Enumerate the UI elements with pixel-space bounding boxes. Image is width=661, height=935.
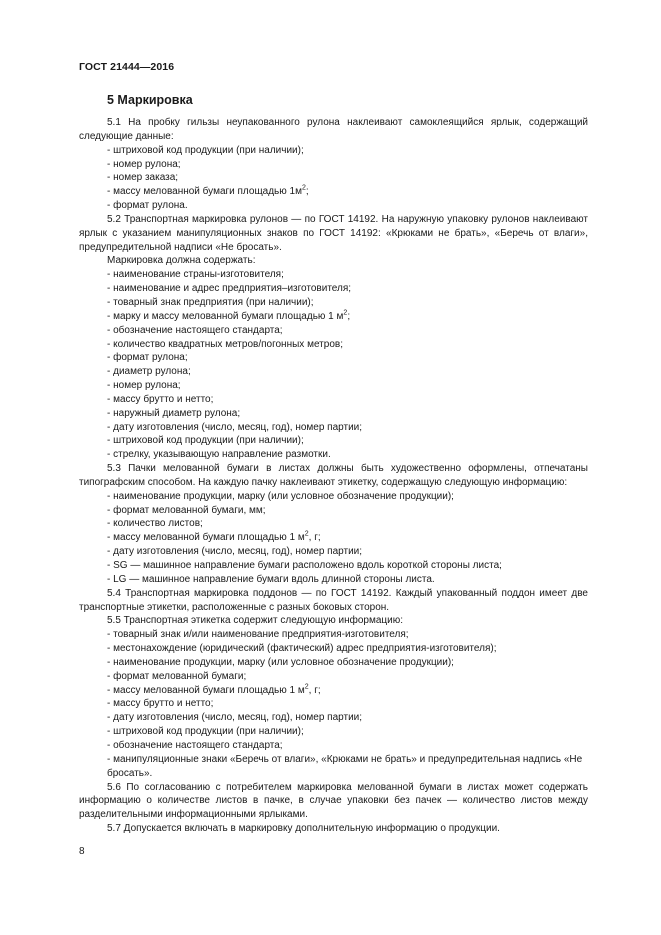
list-item <box>79 268 588 282</box>
block-text: 5.1 На пробку гильзы неупакованного рулона наклеивают самоклеящийся ярлык, содержащий следующие данные: <box>79 117 588 142</box>
block-text: 5.7 Допускается включать в маркировку дополнительную информацию о продукции. <box>107 823 500 835</box>
list-item <box>79 697 588 711</box>
list-item <box>79 351 588 365</box>
block-text: количество листов; <box>113 518 203 530</box>
block-text: номер заказа; <box>113 172 179 184</box>
paragraph <box>79 213 588 255</box>
list-item <box>79 670 588 684</box>
block-text: местонахождение (юридический (фактический) адрес предприятия-изготовителя); <box>113 643 497 655</box>
paragraph <box>79 587 588 615</box>
list-item <box>79 144 588 158</box>
paragraph <box>79 614 588 628</box>
block-text: формат мелованной бумаги, мм; <box>113 504 266 516</box>
list-item <box>79 490 588 504</box>
section-title: 5 Маркировка <box>107 93 193 107</box>
block-text-suffix: ; <box>347 310 351 322</box>
list-item <box>79 504 588 518</box>
block-text: массу брутто и нетто; <box>113 698 214 710</box>
list-item <box>79 185 588 199</box>
block-text: штриховой код продукции (при наличии); <box>113 144 304 156</box>
list-item <box>79 573 588 587</box>
block-text: дату изготовления (число, месяц, год), номер партии; <box>113 712 363 724</box>
block-text: 5.3 Пачки мелованной бумаги в листах должны быть художественно оформлены, отпечатаны типографским способом. На каждую пачку наклеивают этикетку, содержащую следующую информацию: <box>79 463 588 488</box>
list-item <box>79 158 588 172</box>
page-number: 8 <box>79 846 85 857</box>
block-text: SG — машинное направление бумаги расположено вдоль короткой стороны листа; <box>113 560 502 571</box>
superscript: 2 <box>304 530 309 538</box>
list-item <box>79 517 588 531</box>
block-text: диаметр рулона; <box>113 366 191 378</box>
list-item <box>79 421 588 435</box>
block-text: количество квадратных метров/погонных метров; <box>113 338 343 350</box>
block-text: формат рулона; <box>113 352 188 364</box>
block-text: обозначение настоящего стандарта; <box>113 739 283 751</box>
list-item <box>79 531 588 545</box>
block-text: формат мелованной бумаги; <box>113 670 247 682</box>
list-item <box>79 711 588 725</box>
superscript: 2 <box>343 309 348 317</box>
list-item <box>79 393 588 407</box>
block-text: стрелку, указывающую направление размотки. <box>113 449 331 461</box>
block-text: наименование продукции, марку (или условное обозначение продукции); <box>113 656 454 668</box>
list-item <box>79 310 588 324</box>
block-text: обозначение настоящего стандарта; <box>113 324 283 336</box>
document-header: ГОСТ 21444—2016 <box>79 61 175 73</box>
block-text: массу мелованной бумаги площадью 1 м <box>113 532 305 544</box>
list-item <box>79 296 588 310</box>
block-text: марку и массу мелованной бумаги площадью 1 м <box>113 310 344 322</box>
block-text: наружный диаметр рулона; <box>113 407 241 419</box>
paragraph <box>79 462 588 490</box>
list-item <box>79 753 588 781</box>
block-text: наименование страны-изготовителя; <box>113 269 284 281</box>
block-text: товарный знак предприятия (при наличии); <box>113 296 314 308</box>
block-text: LG — машинное направление бумаги вдоль длинной стороны листа. <box>113 573 435 585</box>
block-text: штриховой код продукции (при наличии); <box>113 726 304 738</box>
paragraph <box>79 116 588 144</box>
block-text: наименование продукции, марку (или условное обозначение продукции); <box>113 490 454 502</box>
block-text: дату изготовления (число, месяц, год), номер партии; <box>113 421 363 433</box>
block-text: номер рулона; <box>113 158 181 170</box>
list-item <box>79 379 588 393</box>
block-text: Маркировка должна содержать: <box>107 255 256 267</box>
block-text-suffix: , г; <box>308 532 321 544</box>
list-item <box>79 559 588 573</box>
list-item <box>79 338 588 352</box>
block-text: 5.4 Транспортная маркировка поддонов — по ГОСТ 14192. Каждый упакованный поддон имеет две транспортные этикетки, расположенные с разных боковых сторон. <box>79 587 588 613</box>
paragraph <box>79 254 588 268</box>
block-text: массу брутто и нетто; <box>113 393 214 405</box>
list-item <box>79 656 588 670</box>
block-text: 5.6 По согласованию с потребителем маркировка мелованной бумаги в листах может содержать информацию о количестве листов в пачке, в случае упаковки без пачек — количество листов между разделительными информационными ярлыками. <box>79 781 588 821</box>
list-item <box>79 324 588 338</box>
block-text: наименование и адрес предприятия–изготовителя; <box>113 283 352 295</box>
block-text: формат рулона. <box>113 200 188 212</box>
paragraph <box>79 822 588 836</box>
block-text: товарный знак и/или наименование предприятия-изготовителя; <box>113 629 409 641</box>
list-item <box>79 725 588 739</box>
superscript: 2 <box>302 184 306 192</box>
block-text: массу мелованной бумаги площадью 1 м <box>113 684 305 696</box>
block-text: манипуляционные знаки «Беречь от влаги», «Крюками не брать» и предупредительная надпись «Не бросать». <box>107 753 583 779</box>
list-item <box>79 545 588 559</box>
list-item <box>79 684 588 698</box>
list-item <box>79 199 588 213</box>
block-text: 5.5 Транспортная этикетка содержит следующую информацию: <box>107 615 403 627</box>
list-item <box>79 448 588 462</box>
list-item <box>79 434 588 448</box>
list-item <box>79 739 588 753</box>
list-item <box>79 407 588 421</box>
section-body <box>79 116 588 836</box>
paragraph <box>79 781 588 823</box>
list-item <box>79 365 588 379</box>
list-item <box>79 171 588 185</box>
block-text: номер рулона; <box>113 380 181 392</box>
block-text: дату изготовления (число, месяц, год), номер партии; <box>113 546 363 558</box>
list-item <box>79 642 588 656</box>
block-text: массу мелованной бумаги площадью 1м <box>113 186 302 198</box>
block-text: 5.2 Транспортная маркировка рулонов — по ГОСТ 14192. На наружную упаковку рулонов наклеивают ярлык с указанием манипуляционных знаков по ГОСТ 14192: «Крюками не брать», «Беречь от влаги», предупредительной надписи «Не бросать». <box>79 213 588 253</box>
list-item <box>79 282 588 296</box>
block-text-suffix: ; <box>305 186 309 198</box>
list-item <box>79 628 588 642</box>
superscript: 2 <box>304 683 309 691</box>
block-text-suffix: , г; <box>308 684 321 696</box>
block-text: штриховой код продукции (при наличии); <box>113 435 304 447</box>
